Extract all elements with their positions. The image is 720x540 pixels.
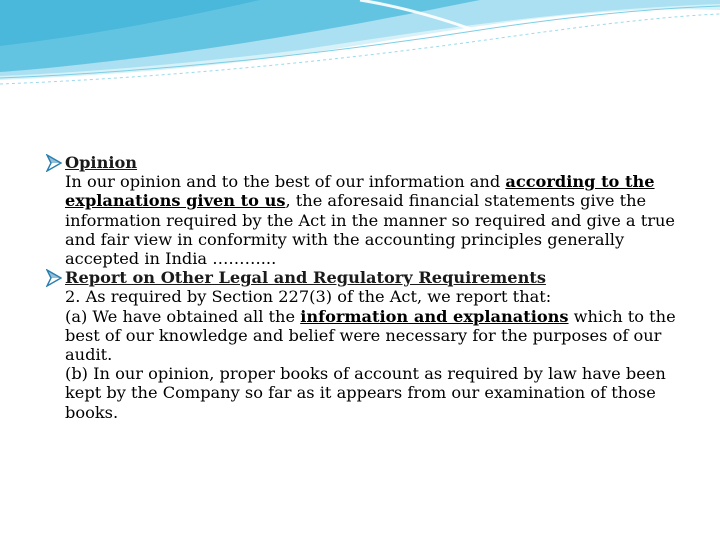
item-a-emphasis: information and explanations bbox=[300, 306, 569, 326]
legal-item-a bbox=[65, 307, 696, 365]
legal-paragraph bbox=[65, 287, 696, 421]
legal-section bbox=[46, 268, 696, 422]
arrow-bullet-icon bbox=[46, 154, 62, 172]
arrow-bullet-icon bbox=[46, 269, 62, 287]
item-a-text-1: (a) We have obtained all the bbox=[65, 306, 301, 326]
item-a-text-2: which to the best of our knowledge and belief were necessary for the purposes of our audit. bbox=[65, 306, 676, 365]
legal-item-b: (b) In our opinion, proper books of account as required by law have been kept by the Company so far as it appears from our examination of those books. bbox=[65, 364, 666, 422]
opinion-paragraph bbox=[65, 172, 696, 268]
opinion-text-2: , the aforesaid financial statements give the information required by the Act in the manner so required and give a true and fair view in conformity with the accounting principles generally accepted in India ………... bbox=[65, 191, 675, 269]
opinion-heading: Opinion bbox=[65, 153, 138, 172]
opinion-emphasis: according to the explanations given to us bbox=[65, 172, 655, 211]
legal-intro: 2. As required by Section 227(3) of the Act, we report that: bbox=[65, 287, 552, 307]
opinion-section bbox=[46, 153, 696, 268]
header-wave-decoration bbox=[0, 0, 720, 90]
report-content bbox=[46, 153, 696, 422]
opinion-text-1: In our opinion and to the best of our information and bbox=[65, 172, 506, 192]
legal-heading: Report on Other Legal and Regulatory Requirements bbox=[65, 268, 546, 288]
